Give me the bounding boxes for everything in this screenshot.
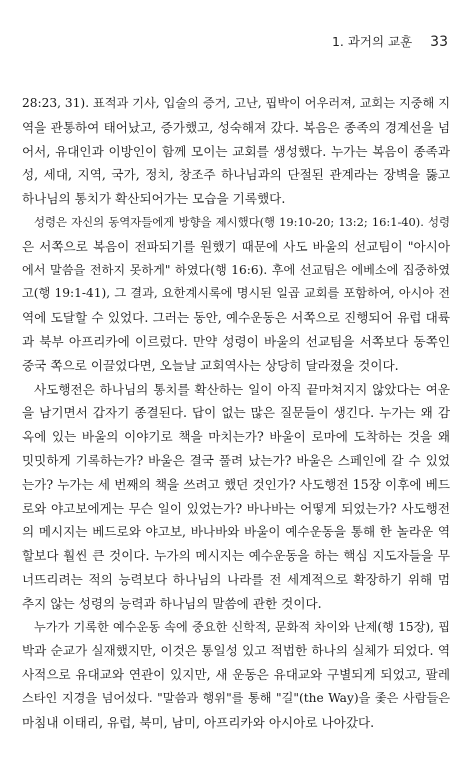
text-line: 는가? 누가는 세 번째의 책을 쓰려고 했던 것인가? 사도행전 15장 이후에 베드 [22, 476, 450, 492]
text-line: 과 북부 아프리카에 이르렀다. 만약 성령이 바울의 선교팀을 서쪽보다 동쪽인 [22, 333, 450, 349]
paragraph [22, 92, 450, 211]
text-line: 마침내 이태리, 유럽, 북미, 남미, 아프리카와 아시아로 나아갔다. [22, 714, 375, 730]
text-line: 너뜨리려는 적의 능력보다 하나님의 나라를 전 세계적으로 확장하기 위해 멈 [22, 571, 450, 587]
paragraph [22, 211, 450, 378]
text-line: 밋밋하게 기록하는가? 바울은 결국 풀려 났는가? 바울은 스페인에 갈 수 있었 [22, 452, 450, 468]
text-line: 역에 도달할 수 있었다. 그러는 동안, 예수운동은 서쪽으로 진행되어 유럽 대륙 [22, 310, 450, 326]
text-line: 28:23, 31). 표적과 기사, 입술의 증거, 고난, 핍박이 어우러져, 교회는 지중해 지 [22, 96, 450, 110]
text-line: 중국 쪽으로 이끌었다면, 오늘날 교회역사는 상당히 달라졌을 것이다. [22, 357, 399, 373]
text-line: 을 남기면서 갑자기 종결된다. 답이 없는 많은 질문들이 생긴다. 누가는 왜 감 [22, 405, 450, 421]
text-line: 고(행 19:1-41), 그 결과, 요한계시록에 명시된 일곱 교회를 포함하여, 아시아 전 [22, 286, 450, 301]
text-line: 어서, 유대인과 이방인이 함께 모이는 교회를 생성했다. 누가는 복음이 종족과 [22, 143, 450, 159]
paragraph [22, 378, 450, 616]
running-header [22, 32, 448, 54]
text-line: 사적으로 유대교와 연관이 있지만, 새 운동은 유대교와 구별되게 되었고, 팔레 [22, 667, 450, 683]
chapter-title: 1. 과거의 교훈 [331, 34, 413, 49]
text-line: 의 메시지는 베드로와 야고보, 바나바와 바울이 예수운동을 통해 한 놀라운 역 [22, 524, 450, 540]
text-line: 추지 않는 성령의 능력과 하나님의 말씀에 관한 것이다. [22, 595, 322, 611]
body-text [22, 92, 450, 735]
page-number: 33 [430, 34, 448, 50]
text-line: 박과 순교가 실재했지만, 이것은 통일성 있고 적법한 하나의 실체가 되었다. 역 [22, 643, 450, 659]
text-line: 역을 관통하여 태어났고, 증가했고, 성숙해져 갔다. 복음은 종족의 경계선을 넘 [22, 119, 450, 135]
text-line: 은 서쪽으로 복음이 전파되기를 원했기 때문에 사도 바울의 선교팀이 "아시아 [22, 238, 450, 254]
text-line: 사도행전은 하나님의 통치를 확산하는 일이 아직 끝마쳐지지 않았다는 여운 [34, 381, 450, 397]
text-line: 옥에 있는 바울의 이야기로 책을 마치는가? 바울이 로마에 도착하는 것을 왜 [22, 429, 450, 445]
text-line: 로와 야고보에게는 무슨 일이 있었는가? 바나바는 어떻게 되었는가? 사도행전 [22, 500, 450, 516]
text-line: 에서 말씀을 전하지 못하게" 하였다(행 16:6). 후에 선교팀은 에베소에 집중하였 [22, 262, 450, 277]
text-line: 하나님의 통치가 확산되어가는 모습을 기록했다. [22, 191, 286, 207]
text-line: 성, 세대, 지역, 국가, 정치, 창조주 하나님과의 단절된 관계라는 장벽을 뚫고 [22, 167, 450, 183]
text-line: 성령은 자신의 동역자들에게 방향을 제시했다(행 19:10-20; 13:2; 16:1-40). 성령 [34, 214, 450, 229]
paragraph [22, 616, 450, 735]
text-line: 할보다 훨씬 큰 것이다. 누가의 메시지는 예수운동을 하는 핵심 지도자들을 무 [22, 548, 450, 564]
text-line: 스타인 지경을 넘어섰다. "말씀과 행위"를 통해 "길"(the Way)을 좇은 사람들은 [22, 690, 450, 705]
text-line: 누가가 기록한 예수운동 속에 중요한 신학적, 문화적 차이와 난제(행 15장), 핍 [34, 619, 450, 634]
